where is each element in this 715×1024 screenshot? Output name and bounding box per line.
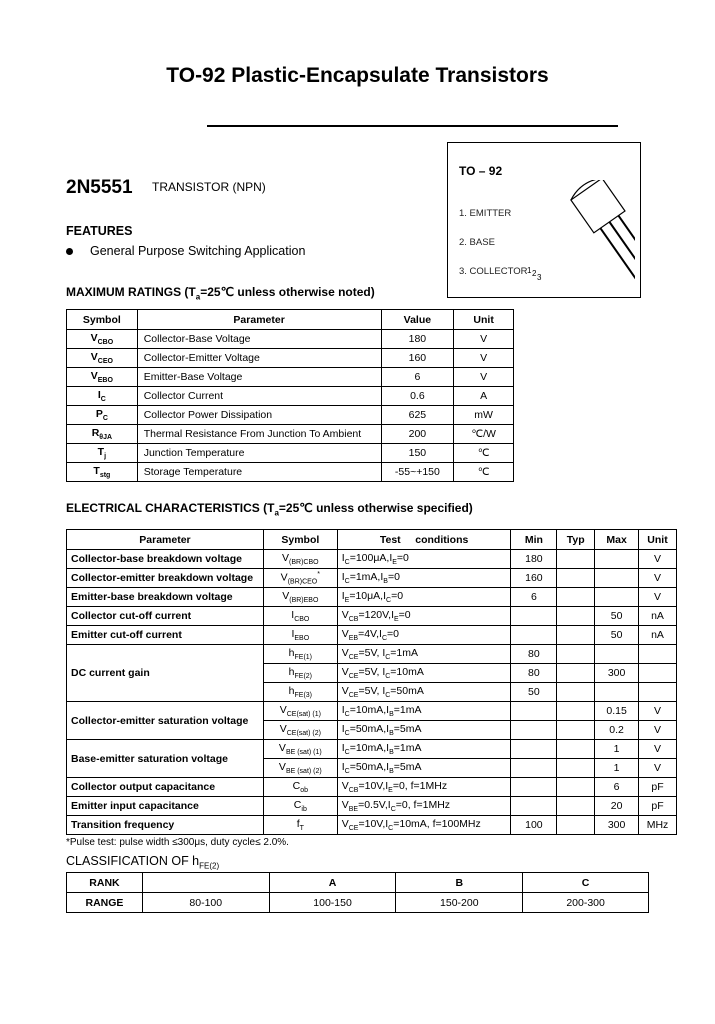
table-row: Emitter input capacitance $C_{ib}$ $V_{BE}=0.5V,I_C=0$, f=1MHz 20 pF [67,797,677,816]
column-header: Parameter [137,310,381,330]
column-header: Parameter [67,530,264,550]
table-row: $h_{FE(2)}$ $V_{CE}=5V$, $I_C=10mA$ 80 300 [67,664,677,683]
pulse-test-note: *Pulse test: pulse width ≤300μs, duty cycle≤ 2.0%. [66,837,289,848]
pin-number-2: 2 [532,269,537,278]
table-row: $V_{EBO}$ Emitter-Base Voltage 6 V [67,368,514,387]
pin-label-base: 2. BASE [459,237,495,248]
table-row: Collector-emitter breakdown voltage $V_{(BR)CEO}^*$ $I_C=1mA,I_B=0$ 160 V [67,569,677,588]
table-row: $R_{\theta JA}$ Thermal Resistance From Junction To Ambient 200 ℃/W [67,425,514,444]
table-row: Emitter cut-off current $I_{EBO}$ $V_{EB}=4V,I_C=0$ 50 nA [67,626,677,645]
table-row: $T_j$ Junction Temperature 150 ℃ [67,444,514,463]
part-number: 2N5551 [66,177,133,198]
table-row: Emitter-base breakdown voltage $V_{(BR)EBO}$ $I_E=10\mu A,I_C=0$ 6 V [67,588,677,607]
max-ratings-table [66,309,514,482]
table-row: $T_{stg}$ Storage Temperature -55~+150 ℃ [67,463,514,482]
max-ratings-heading: MAXIMUM RATINGS ($T_a=25℃$ unless otherwise noted) [66,285,375,302]
pin-number-3: 3 [537,273,542,282]
table-row: Collector cut-off current $I_{CBO}$ $V_{CB}=120V,I_E=0$ 50 nA [67,607,677,626]
electrical-heading: ELECTRICAL CHARACTERISTICS ($T_a=25℃$ unless otherwise specified) [66,501,473,518]
table-row: $V_{CBO}$ Collector-Base Voltage 180 V [67,330,514,349]
pin-label-emitter: 1. EMITTER [459,208,512,219]
electrical-table [66,529,677,835]
part-type: TRANSISTOR (NPN) [152,180,266,194]
pin-lead-1 [600,228,635,285]
package-body [571,180,625,233]
table-row: $h_{FE(3)}$ $V_{CE}=5V$, $I_C=50mA$ 50 [67,683,677,702]
column-header: Symbol [67,310,138,330]
table-row: $P_C$ Collector Power Dissipation 625 mW [67,406,514,425]
table-row: DC current gain $h_{FE(1)}$ $V_{CE}=5V$, $I_C=1mA$ 80 [67,645,677,664]
table-row: Base-emitter saturation voltage $V_{BE (sat) (1)}$ $I_C=10mA,I_B=1mA$ 1 V [67,740,677,759]
table-header-row [67,310,514,330]
table-row: Collector output capacitance $C_{ob}$ $V_{CB}=10V,I_E=0$, f=1MHz 6 pF [67,778,677,797]
column-header: Symbol [263,530,337,550]
table-row: $V_{CE(sat) (2)}$ $I_C=50mA,I_B=5mA$ 0.2 V [67,721,677,740]
feature-item: General Purpose Switching Application [90,244,306,258]
table-row: RANK A B C [67,873,649,893]
to92-package-drawing [525,180,635,290]
column-header: Unit [454,310,514,330]
package-name: TO – 92 [459,164,503,178]
column-header: Min [511,530,557,550]
bullet-icon [66,248,73,255]
column-header: Test conditions [337,530,511,550]
table-row: $V_{BE (sat) (2)}$ $I_C=50mA,I_B=5mA$ 1 V [67,759,677,778]
features-heading: FEATURES [66,224,133,238]
table-row: RANGE 80-100 100-150 150-200 200-300 [67,893,649,913]
pin-number-1: 1 [527,266,532,275]
table-header-row [67,530,677,550]
classification-heading: CLASSIFICATION OF $h_{FE(2)}$ [66,854,220,871]
column-header: Value [381,310,454,330]
page-title: TO-92 Plastic-Encapsulate Transistors [166,64,549,87]
table-row: Collector-emitter saturation voltage $V_{CE(sat) (1)}$ $I_C=10mA,I_B=1mA$ 0.15 V [67,702,677,721]
table-row: Transition frequency $f_T$ $V_{CE}=10V,I_C=10mA$, f=100MHz 100 300 MHz [67,816,677,835]
table-row: $V_{CEO}$ Collector-Emitter Voltage 160 V [67,349,514,368]
column-header: Max [595,530,639,550]
title-underline [207,125,618,127]
column-header: Unit [639,530,677,550]
column-header: Typ [557,530,595,550]
classification-table [66,872,649,913]
table-row: Collector-base breakdown voltage $V_{(BR)CBO}$ $I_C=100\mu A,I_E=0$ 180 V [67,550,677,569]
pin-label-collector: 3. COLLECTOR [459,266,528,277]
table-row: $I_C$ Collector Current 0.6 A [67,387,514,406]
